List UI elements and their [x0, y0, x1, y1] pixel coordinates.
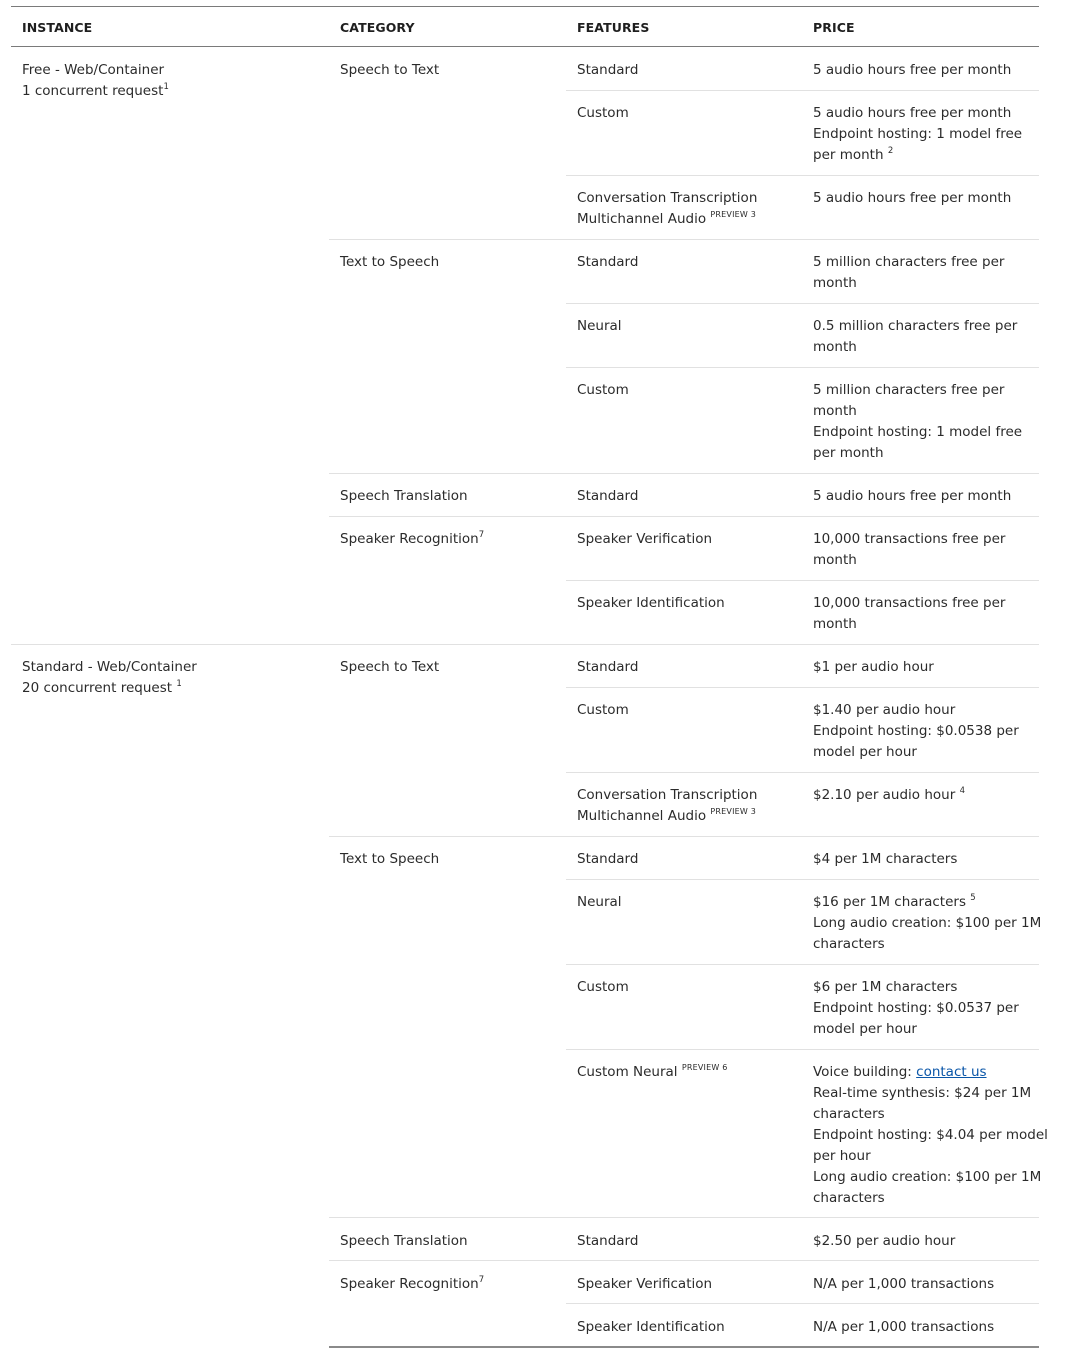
free-tts-custom-feature: Custom: [577, 382, 629, 398]
std-speaker-category: Speaker Recognition$^7$: [340, 1274, 485, 1292]
std-stt-custom-feature: Custom: [577, 702, 629, 718]
row-divider: [566, 580, 1039, 581]
instance-divider: [11, 644, 1039, 645]
row-divider: [566, 687, 1039, 688]
table-top-border: [11, 6, 1039, 7]
header-price: PRICE: [813, 20, 855, 35]
preview-badge: PREVIEW 3: [710, 806, 757, 816]
header-bottom-border: [11, 46, 1039, 47]
row-divider: [329, 516, 1039, 517]
free-translation-price: 5 audio hours free per month: [813, 488, 1012, 504]
free-stt-standard-feature: Standard: [577, 62, 639, 78]
free-speaker-verification-price: 10,000 transactions free per month: [813, 531, 1006, 568]
free-tts-custom-price: 5 million characters free per month Endpoint hosting: 1 model free per month: [813, 382, 1023, 461]
footnote-ref: 1: [163, 81, 169, 92]
free-translation-feature: Standard: [577, 488, 639, 504]
std-tts-standard-price: $4 per 1M characters: [813, 851, 958, 867]
free-speaker-identification-feature: Speaker Identification: [577, 595, 725, 611]
row-divider: [566, 175, 1039, 176]
free-stt-conv-price: 5 audio hours free per month: [813, 190, 1012, 206]
std-tts-custom-feature: Custom: [577, 979, 629, 995]
contact-us-link[interactable]: contact us: [916, 1064, 987, 1080]
row-divider: [566, 90, 1039, 91]
row-divider: [566, 772, 1039, 773]
free-stt-category: Speech to Text: [340, 62, 440, 78]
std-translation-price: $2.50 per audio hour: [813, 1233, 956, 1249]
free-stt-custom-price: 5 audio hours free per month Endpoint hosting: 1 model free per month $^2$: [813, 105, 1023, 163]
std-speaker-identification-price: N/A per 1,000 transactions: [813, 1319, 995, 1335]
row-divider: [566, 879, 1039, 880]
preview-badge: PREVIEW 3: [710, 209, 757, 219]
std-speaker-verification-price: N/A per 1,000 transactions: [813, 1276, 995, 1292]
footnote-ref: 1: [176, 678, 182, 689]
free-stt-conv-feature: Conversation Transcription Multichannel Audio $^{PREVIEW 3}$: [577, 190, 758, 227]
free-stt-custom-feature: Custom: [577, 105, 629, 121]
free-instance-name: Free - Web/Container: [22, 62, 165, 78]
footnote-ref: 5: [970, 892, 976, 903]
free-instance-concurrency: 1 concurrent request$^1$: [22, 81, 169, 99]
std-tts-custom-neural-price: Voice building: contact us Real-time synthesis: $24 per 1M characters Endpoint hosting: $4.04 per model per hour Long audio creation: $100 per 1M characters: [813, 1064, 1048, 1206]
free-speaker-identification-price: 10,000 transactions free per month: [813, 595, 1006, 632]
std-translation-feature: Standard: [577, 1233, 639, 1249]
free-instance-cell: [22, 60, 169, 102]
std-tts-standard-feature: Standard: [577, 851, 639, 867]
std-tts-custom-neural-feature: Custom Neural $^{PREVIEW 6}$: [577, 1062, 728, 1080]
free-tts-category: Text to Speech: [340, 254, 440, 270]
std-speaker-verification-feature: Speaker Verification: [577, 1276, 713, 1292]
std-tts-category: Text to Speech: [340, 851, 440, 867]
free-stt-standard-price: 5 audio hours free per month: [813, 62, 1012, 78]
row-divider: [566, 367, 1039, 368]
standard-instance-concurrency: 20 concurrent request $^1$: [22, 678, 182, 696]
footnote-ref: 4: [959, 785, 965, 796]
free-tts-standard-feature: Standard: [577, 254, 639, 270]
standard-instance-cell: [22, 657, 197, 699]
standard-instance-name: Standard - Web/Container: [22, 659, 197, 675]
row-divider: [329, 1260, 1039, 1261]
std-stt-category: Speech to Text: [340, 659, 440, 675]
std-translation-category: Speech Translation: [340, 1233, 468, 1249]
std-stt-conv-price: $2.10 per audio hour $^4$: [813, 785, 965, 803]
std-tts-neural-feature: Neural: [577, 894, 622, 910]
std-stt-conv-feature: Conversation Transcription Multichannel Audio $^{PREVIEW 3}$: [577, 787, 758, 824]
row-divider: [566, 1049, 1039, 1050]
footnote-ref: 2: [887, 145, 894, 156]
std-stt-standard-feature: Standard: [577, 659, 639, 675]
row-divider: [329, 239, 1039, 240]
std-tts-neural-price: $16 per 1M characters $^5$ Long audio creation: $100 per 1M characters: [813, 892, 1042, 952]
row-divider: [566, 964, 1039, 965]
footnote-ref: 7: [478, 1274, 485, 1285]
header-features: FEATURES: [577, 20, 650, 35]
row-divider: [566, 1303, 1039, 1304]
header-instance: INSTANCE: [22, 20, 93, 35]
free-speaker-category: Speaker Recognition$^7$: [340, 529, 485, 547]
std-speaker-identification-feature: Speaker Identification: [577, 1319, 725, 1335]
free-translation-category: Speech Translation: [340, 488, 468, 504]
std-stt-standard-price: $1 per audio hour: [813, 659, 934, 675]
row-divider: [329, 473, 1039, 474]
table-bottom-border: [329, 1346, 1039, 1348]
free-tts-neural-feature: Neural: [577, 318, 622, 334]
free-tts-neural-price: 0.5 million characters free per month: [813, 318, 1018, 355]
row-divider: [329, 1217, 1039, 1218]
std-tts-custom-price: $6 per 1M characters Endpoint hosting: $0.0537 per model per hour: [813, 979, 1019, 1037]
std-stt-custom-price: $1.40 per audio hour Endpoint hosting: $0.0538 per model per hour: [813, 702, 1019, 760]
preview-badge: PREVIEW 6: [681, 1062, 728, 1072]
header-category: CATEGORY: [340, 20, 415, 35]
footnote-ref: 7: [478, 529, 485, 540]
free-tts-standard-price: 5 million characters free per month: [813, 254, 1005, 291]
free-speaker-verification-feature: Speaker Verification: [577, 531, 713, 547]
row-divider: [566, 303, 1039, 304]
row-divider: [329, 836, 1039, 837]
